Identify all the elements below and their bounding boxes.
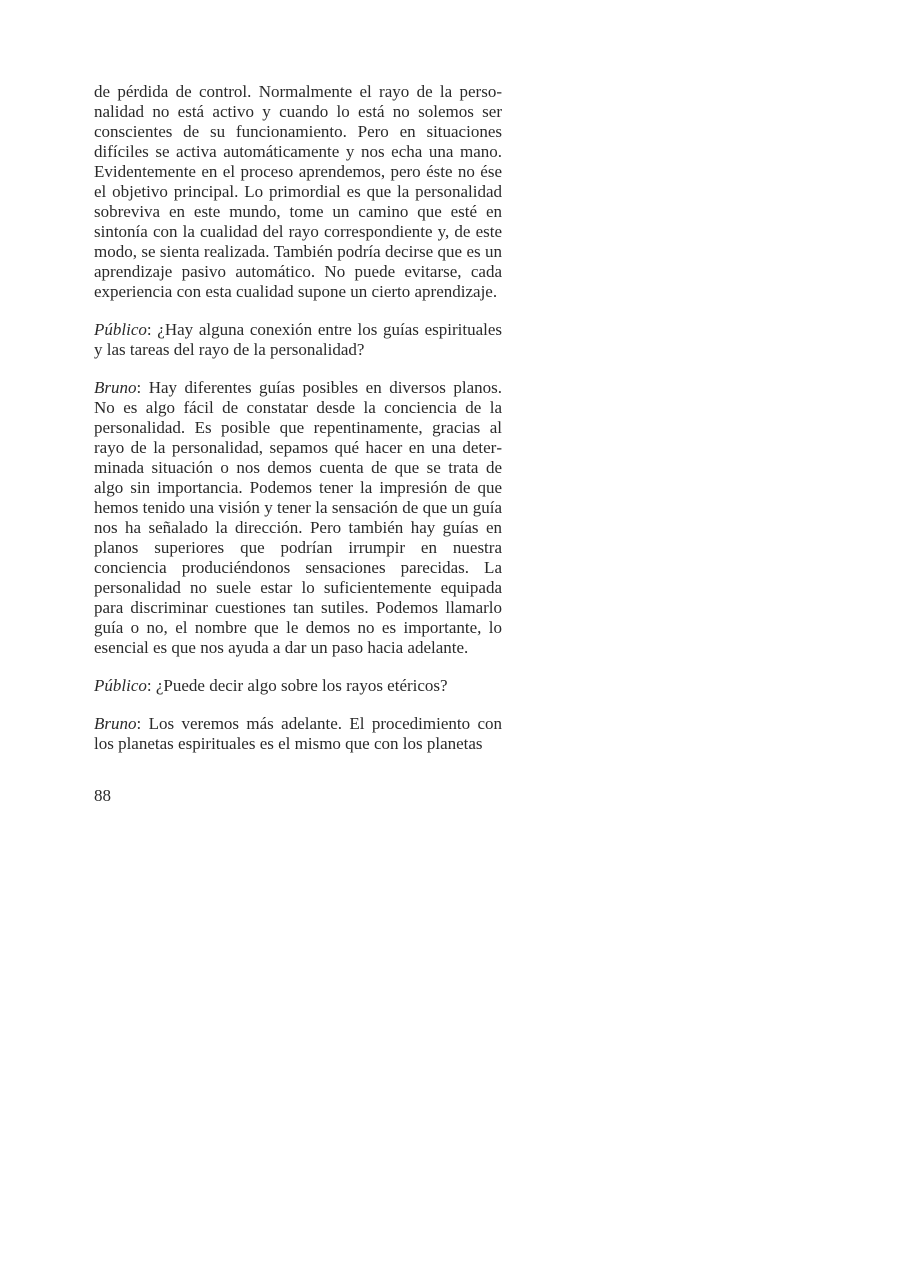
paragraph-5-text: : Los veremos más adelante. El procedimiento con los planetas espirituales es el mismo que con los planetas — [94, 714, 502, 753]
speaker-label: Bruno — [94, 378, 137, 397]
paragraph-gap — [94, 658, 502, 676]
text-column — [94, 82, 502, 754]
paragraph-1-text: de pérdida de control. Normalmente el rayo de la personalidad no está activo y cuando lo está no solemos ser conscientes de su funcionamiento. Pero en situaciones difíciles se activa automáticamente y nos echa una mano. Evidentemente en el proceso aprendemos, pero éste no ése el objetivo principal. Lo primordial es que la personalidad sobreviva en este mundo, tome un camino que esté en sintonía con la cualidad del rayo correspondiente y, de este modo, se sienta realizada. También podría decirse que es un aprendizaje pasivo automático. No puede evitarse, cada experiencia con esta cualidad supone un cierto aprendizaje. — [94, 82, 502, 301]
speaker-label: Público — [94, 320, 147, 339]
page-number: 88 — [94, 786, 111, 805]
paragraph-2-text: : ¿Hay alguna conexión entre los guías espirituales y las tareas del rayo de la personalidad? — [94, 320, 502, 359]
paragraph-gap — [94, 302, 502, 320]
paragraph-gap — [94, 360, 502, 378]
paragraph-5 — [94, 714, 502, 754]
paragraph-1 — [94, 82, 502, 302]
paragraph-gap — [94, 696, 502, 714]
paragraph-3-text: : Hay diferentes guías posibles en diversos planos. No es algo fácil de constatar desde la conciencia de la personalidad. Es posible que repentinamente, gracias al rayo de la personalidad, sepamos qué hacer en una determinada situación o nos demos cuenta de que se trata de algo sin importancia. Podemos tener la impresión de que hemos tenido una visión y tener la sensación de que un guía nos ha señalado la dirección. Pero también hay guías en planos superiores que podrían irrumpir en nuestra conciencia produciéndonos sensaciones parecidas. La personalidad no suele estar lo suficientemente equipada para discriminar cuestiones tan sutiles. Podemos llamarlo guía o no, el nombre que le demos no es importante, lo esencial es que nos ayuda a dar un paso hacia adelante. — [94, 378, 502, 657]
paragraph-3 — [94, 378, 502, 658]
speaker-label: Bruno — [94, 714, 137, 733]
paragraph-2 — [94, 320, 502, 360]
paragraph-4 — [94, 676, 502, 696]
speaker-label: Público — [94, 676, 147, 695]
paragraph-4-text: : ¿Puede decir algo sobre los rayos etéricos? — [146, 676, 448, 695]
